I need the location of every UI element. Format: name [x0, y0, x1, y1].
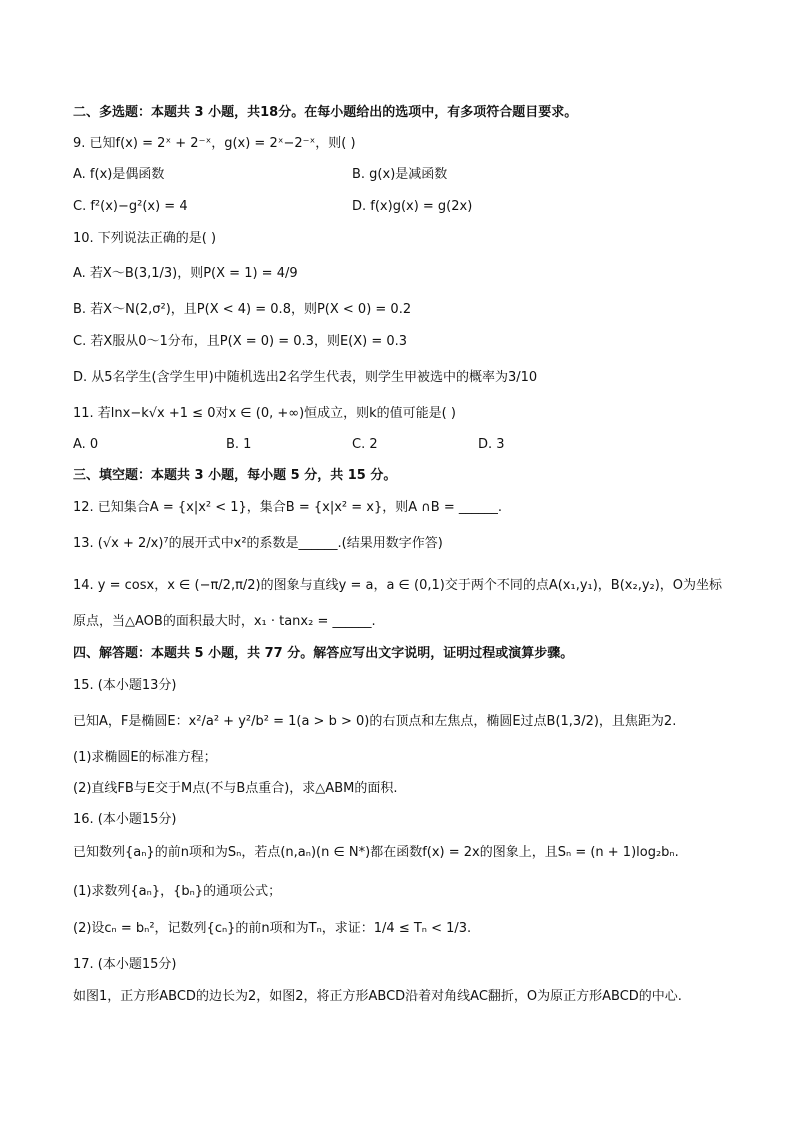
question-16-body: 已知数列{aₙ}的前n项和为Sₙ，若点(n,aₙ)(n ∈ N*)都在函数f(x) = 2x的图象上，且Sₙ = (n + 1)log₂bₙ. — [73, 845, 679, 860]
section-multi-choice-heading: 二、多选题：本题共 3 小题，共18分。在每小题给出的选项中，有多项符合题目要求。 — [73, 105, 578, 120]
question-10-stem: 10. 下列说法正确的是( ) — [73, 231, 217, 246]
question-14-line-1: 14. y = cosx，x ∈ (−π/2,π/2)的图象与直线y = a，a ∈ (0,1)交于两个不同的点A(x₁,y₁)，B(x₂,y₂)，O为坐标 — [73, 578, 723, 593]
question-15-body: 已知A，F是椭圆E：x²/a² + y²/b² = 1(a > b > 0)的右顶点和左焦点，椭圆E过点B(1,3/2)，且焦距为2. — [73, 714, 677, 729]
question-10-option-c: C. 若X服从0～1分布，且P(X = 0) = 0.3，则E(X) = 0.3 — [73, 334, 408, 349]
question-10-option-a: A. 若X～B(3,1/3)，则P(X = 1) = 4/9 — [73, 266, 298, 281]
question-10-option-b: B. 若X～N(2,σ²)，且P(X < 4) = 0.8，则P(X < 0) = 0.2 — [73, 302, 412, 317]
question-9-option-c: C. f²(x)−g²(x) = 4 — [73, 199, 188, 214]
question-10-option-d: D. 从5名学生(含学生甲)中随机选出2名学生代表，则学生甲被选中的概率为3/10 — [73, 370, 538, 385]
question-9-option-d: D. f(x)g(x) = g(2x) — [352, 199, 473, 214]
question-15-heading: 15. (本小题13分) — [73, 678, 177, 693]
question-11-stem: 11. 若lnx−k√x +1 ≤ 0对x ∈ (0, +∞)恒成立，则k的值可能是( ) — [73, 406, 456, 421]
question-11-option-d: D. 3 — [478, 437, 505, 452]
question-11-option-a: A. 0 — [73, 437, 99, 452]
section-answer-heading: 四、解答题：本题共 5 小题，共 77 分。解答应写出文字说明，证明过程或演算步骤。 — [73, 646, 574, 661]
question-9-option-b: B. g(x)是减函数 — [352, 167, 448, 182]
section-fill-blank-heading: 三、填空题：本题共 3 小题，每小题 5 分，共 15 分。 — [73, 468, 397, 483]
question-17-heading: 17. (本小题15分) — [73, 957, 177, 972]
question-12: 12. 已知集合A = {x|x² < 1}，集合B = {x|x² = x}，则A ∩B = ______. — [73, 500, 503, 515]
question-16-part-2: (2)设cₙ = bₙ²，记数列{cₙ}的前n项和为Tₙ，求证：1/4 ≤ Tₙ < 1/3. — [73, 921, 472, 936]
question-16-part-1: (1)求数列{aₙ}，{bₙ}的通项公式； — [73, 884, 282, 899]
question-15-part-1: (1)求椭圆E的标准方程； — [73, 750, 217, 765]
question-17-body: 如图1，正方形ABCD的边长为2，如图2，将正方形ABCD沿着对角线AC翻折，O为原正方形ABCD的中心. — [73, 989, 682, 1004]
question-14-line-2: 原点，当△AOB的面积最大时，x₁ · tanx₂ = ______. — [73, 614, 376, 629]
question-16-heading: 16. (本小题15分) — [73, 812, 177, 827]
question-9-option-a: A. f(x)是偶函数 — [73, 167, 165, 182]
question-11-option-c: C. 2 — [352, 437, 378, 452]
question-15-part-2: (2)直线FB与E交于M点(不与B点重合)，求△ABM的面积. — [73, 781, 398, 796]
question-11-option-b: B. 1 — [226, 437, 252, 452]
question-13: 13. (√x + 2/x)⁷的展开式中x²的系数是______.(结果用数字作答) — [73, 536, 443, 551]
question-9-stem: 9. 已知f(x) = 2ˣ + 2⁻ˣ，g(x) = 2ˣ−2⁻ˣ，则( ) — [73, 136, 356, 151]
